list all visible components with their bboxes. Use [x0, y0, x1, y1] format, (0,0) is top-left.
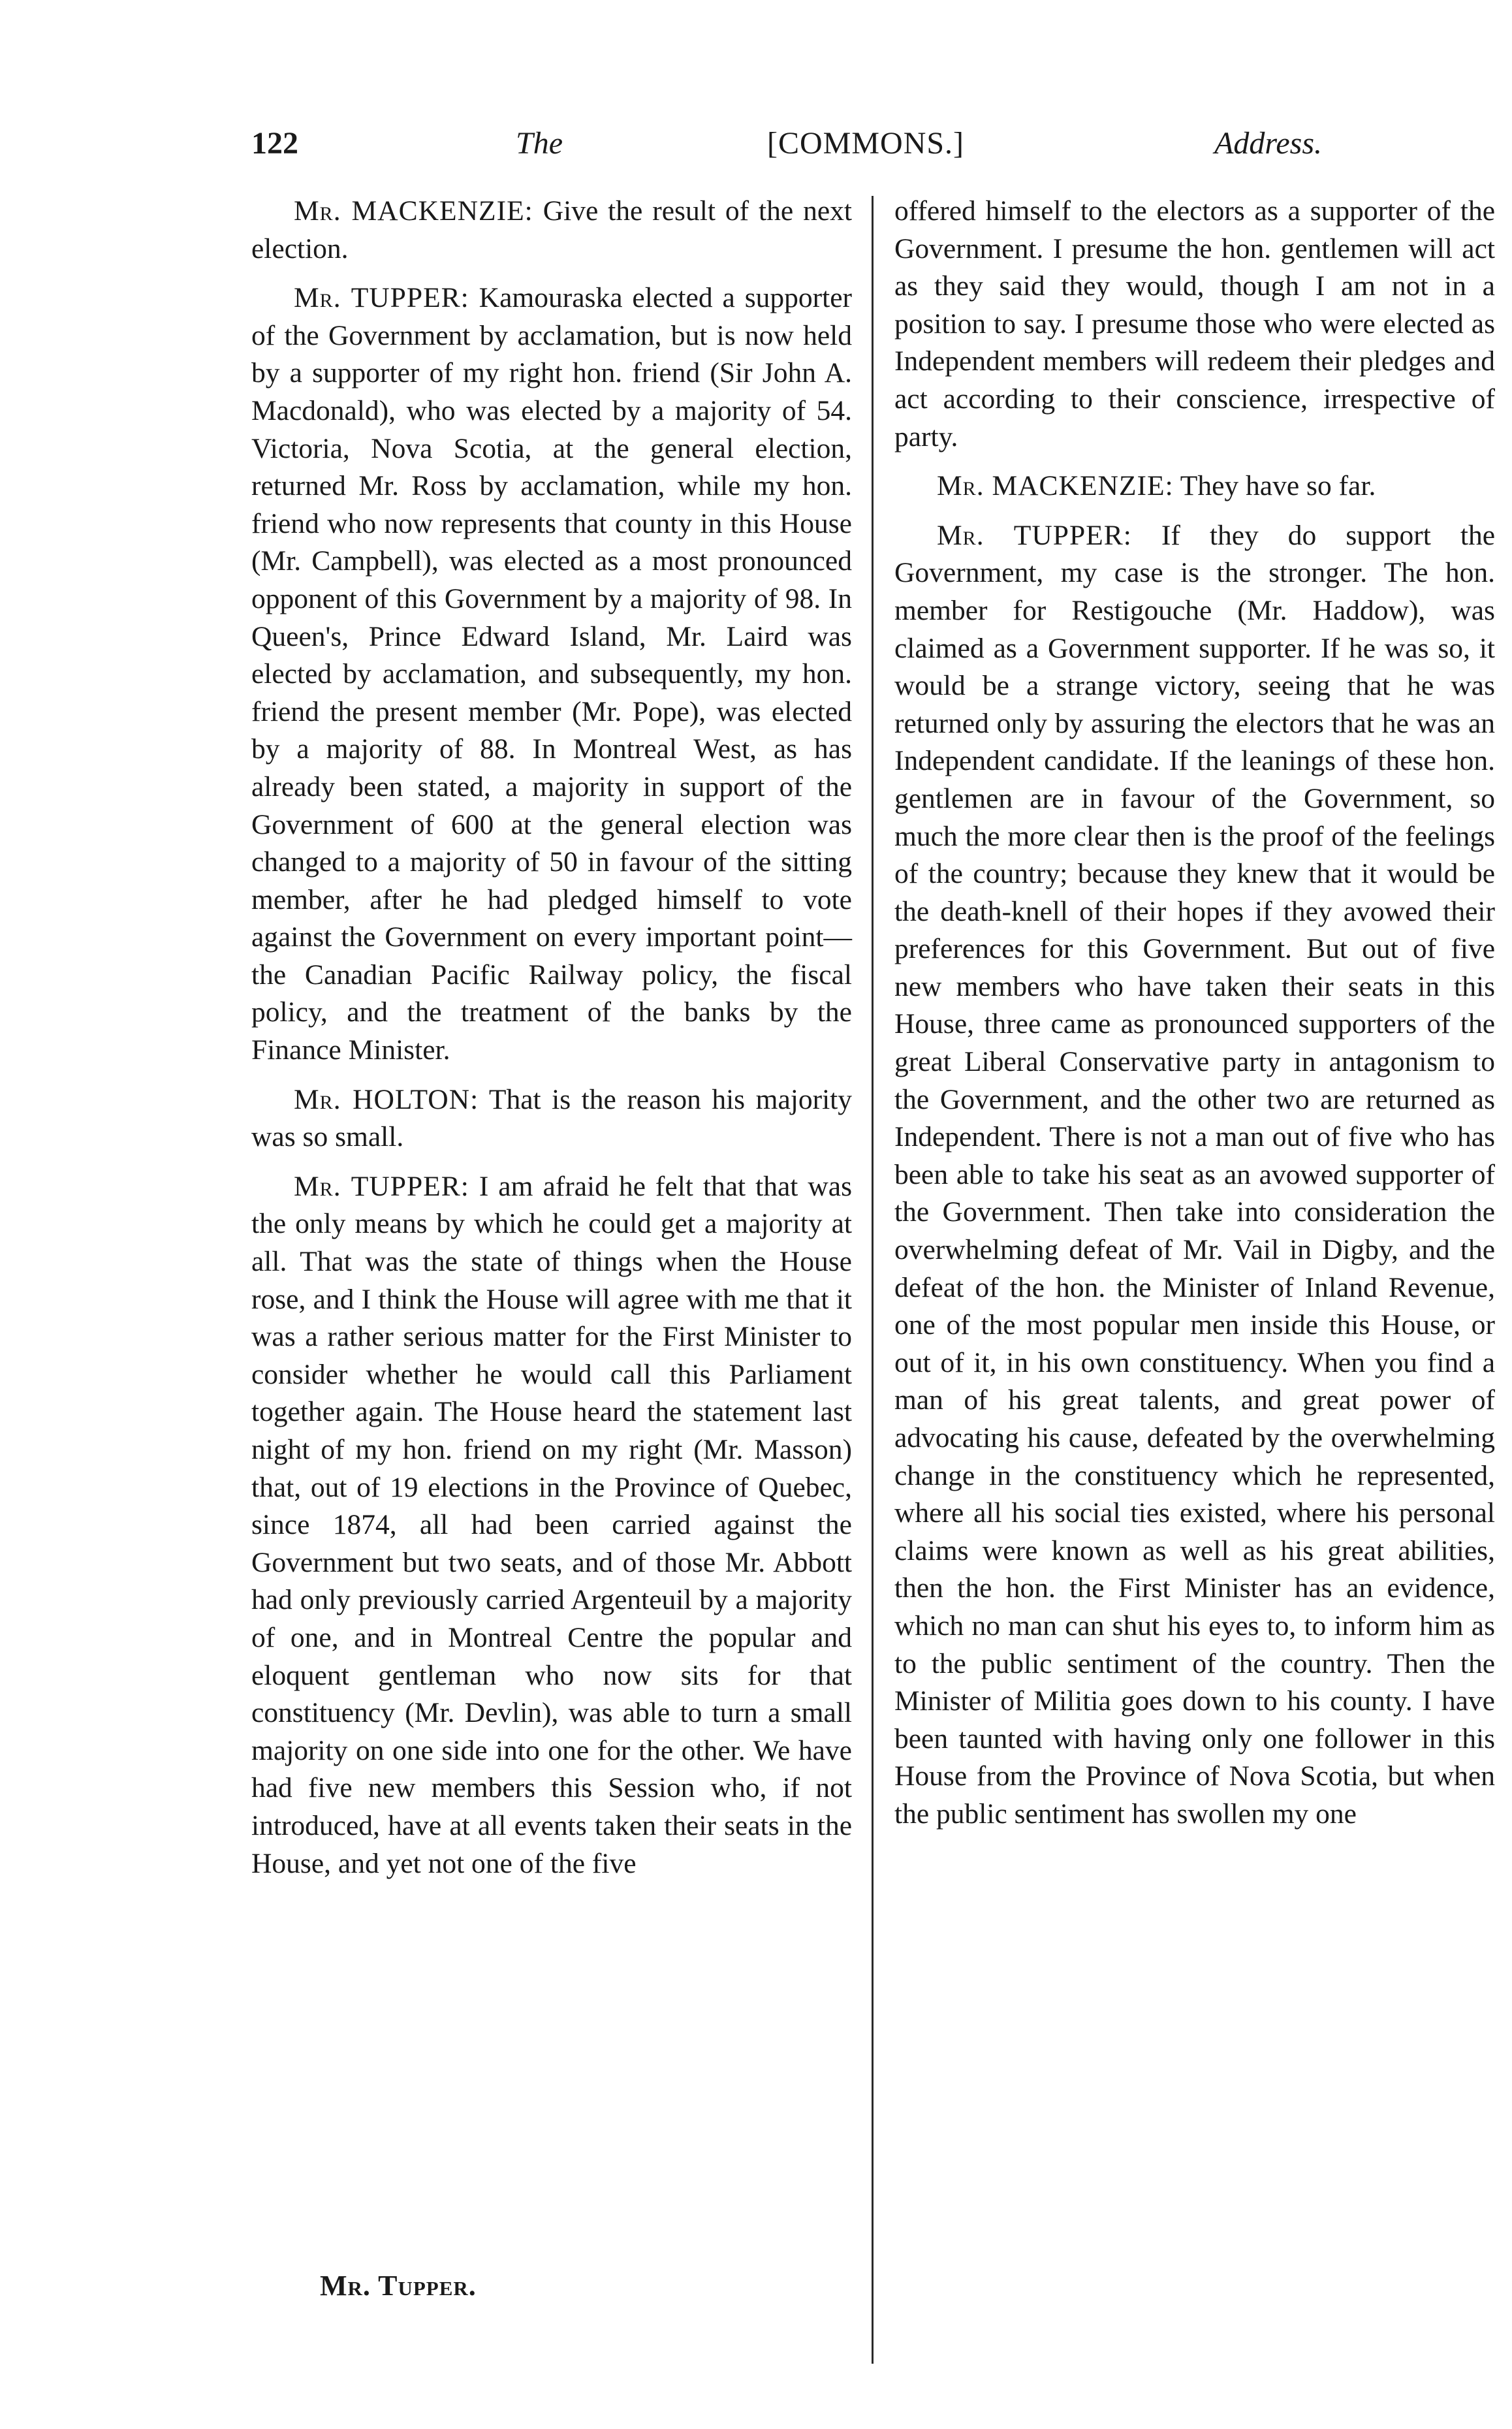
paragraph: [251, 1168, 852, 1882]
paragraph: [894, 517, 1495, 1834]
paragraph-text: If they do support the Government, my case is the stronger. The hon. member for Restigouche (Mr. Haddow), was claimed as a Government supporter. If he was so, it would be a strange victory, seeing that he was returned only by assuring the electors that he was an Independent candidate. If the leanings of these hon. gentlemen are in favour of the Government, so much the more clear then is the proof of the feelings of the country; because they knew that it would be the death-knell of their hopes if they avowed their preferences for this Government. But out of five new members who have taken their seats in this House, three came as pronounced supporters of the great Liberal Conservative party in antagonism to the Government, and the other two are returned as Independent. There is not a man out of five who has been able to take his seat as an avowed supporter of the Government. Then take into consideration the overwhelming defeat of Mr. Vail in Digby, and the defeat of the hon. the Minister of Inland Revenue, one of the most popular men inside this House, or out of it, in his own constituency. When you find a man of his great talents, and great power of advocating his cause, defeated by the overwhelming change in the constituency which he represented, where all his social ties existed, where his personal claims were known as well as his great abilities, then the hon. the First Minister has an evidence, which no man can shut his eyes to, to inform him as to the public sentiment of the country. Then the Minister of Militia goes down to his county. I have been taunted with having only one follower in this House from the Province of Nova Scotia, but when the public sentiment has swollen my one: [894, 519, 1496, 1830]
page-number: 122: [251, 126, 298, 161]
paragraph-text: That is the reason his majority was so small.: [251, 1083, 853, 1153]
speaker-name: Mr. TUPPER:: [937, 519, 1132, 551]
paragraph: [251, 1081, 852, 1156]
running-title-center: [COMMONS.]: [767, 126, 965, 161]
speaker-name: Mr. TUPPER:: [294, 282, 469, 314]
column-divider: [872, 196, 874, 2364]
running-title-right: Address.: [1214, 126, 1322, 161]
left-column: [251, 193, 852, 1894]
page-footer-speaker: Mr. Tupper.: [320, 2270, 477, 2302]
right-column: [894, 193, 1495, 1845]
paragraph-continued: [894, 193, 1495, 456]
paragraph-text: I am afraid he felt that that was the only means by which he could get a majority at all. That was the state of things when the House rose, and I think the House will agree with me that it was a rather serious matter for the First Minister to consider whether he would call this Parliament together again. The House heard the statement last night of my hon. friend on my right (Mr. Masson) that, out of 19 elections in the Province of Quebec, since 1874, all had been carried against the Government but two seats, and of those Mr. Abbott had only previously carried Argenteuil by a majority of one, and in Montreal Centre the popular and eloquent gentleman who now sits for that constituency (Mr. Devlin), was able to turn a small majority on one side into one for the other. We have had five new members this Session who, if not introduced, have at all events taken their seats in the House, and yet not one of the five: [251, 1170, 852, 1879]
speaker-name: Mr. TUPPER:: [294, 1170, 469, 1202]
paragraph-text: offered himself to the electors as a supporter of the Government. I presume the hon. gentlemen will act as they said they would, though I am not in a position to say. I presume those who were elected as Independent members will redeem their pledges and act according to their conscience, irrespective of party.: [894, 195, 1495, 452]
speaker-name: Mr. MACKENZIE:: [294, 195, 533, 227]
paragraph: [251, 193, 852, 268]
speaker-name: Mr. MACKENZIE:: [937, 470, 1174, 502]
paragraph-text: They have so far.: [1180, 470, 1376, 502]
paragraph-text: Give the result of the next election.: [251, 195, 853, 264]
paragraph-text: Kamouraska elected a supporter of the Government by acclamation, but is now held by a supporter of my right hon. friend (Sir John A. Macdonald), who was elected by a majority of 54. Victoria, Nova Scotia, at the general election, returned Mr. Ross by acclamation, while my hon. friend who now represents that county in this House (Mr. Campbell), was elected as a most pronounced opponent of this Government by a majority of 98. In Queen's, Prince Edward Island, Mr. Laird was elected by acclamation, and subsequently, my hon. friend the present member (Mr. Pope), was elected by a majority of 88. In Montreal West, as has already been stated, a majority in support of the Government of 600 at the general election was changed to a majority of 50 in favour of the sitting member, after he had pledged himself to vote against the Government on every important point—the Canadian Pacific Railway policy, the fiscal policy, and the treatment of the banks by the Finance Minister.: [251, 282, 853, 1066]
running-title-left: The: [516, 126, 563, 161]
paragraph: [251, 279, 852, 1069]
page-header: [251, 121, 1322, 167]
speaker-name: Mr. HOLTON:: [294, 1083, 479, 1115]
paragraph: [894, 468, 1495, 505]
